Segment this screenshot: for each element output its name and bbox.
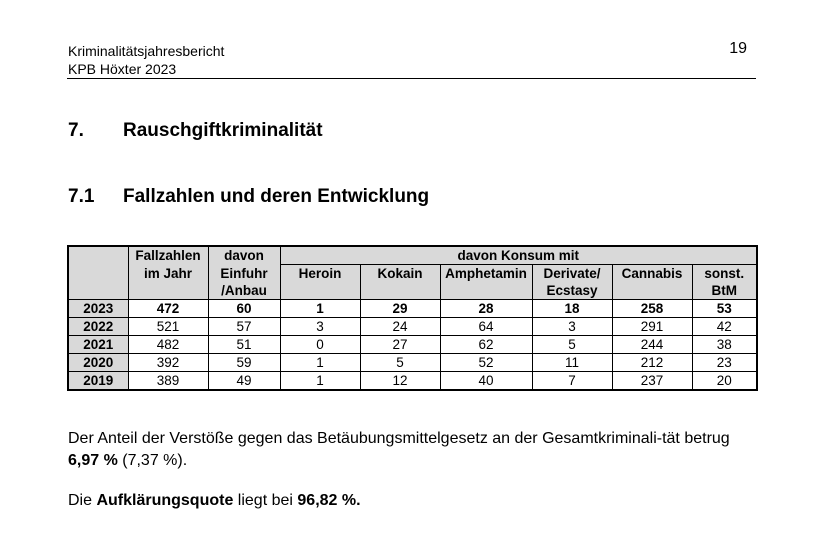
cannabis-cell: 258: [612, 300, 692, 318]
cannabis-cell: 237: [612, 372, 692, 391]
year-cell: 2020: [68, 354, 128, 372]
kokain-cell: 12: [360, 372, 440, 391]
header-einfuhr: /Anbau: [208, 282, 280, 300]
subsection-heading: [68, 186, 429, 208]
cannabis-cell: 212: [612, 354, 692, 372]
share-previous: (7,37 %).: [117, 452, 188, 469]
kokain-cell: 5: [360, 354, 440, 372]
clearance-term: Aufklärungsquote: [96, 492, 234, 509]
fallzahlen-cell: 482: [128, 336, 208, 354]
year-cell: 2023: [68, 300, 128, 318]
heroin-cell: 1: [280, 372, 360, 391]
fallzahlen-cell: 521: [128, 318, 208, 336]
header-corner-cell: [68, 265, 128, 283]
table-row: [68, 336, 757, 354]
table-row: [68, 300, 757, 318]
header-corner-cell: [68, 246, 128, 265]
kokain-cell: 27: [360, 336, 440, 354]
header-divider: [67, 78, 756, 79]
header-fallzahlen: im Jahr: [128, 265, 208, 283]
einfuhr-cell: 59: [208, 354, 280, 372]
header-kokain: [360, 282, 440, 300]
table-header-row: [68, 246, 757, 265]
table-header-row: [68, 265, 757, 283]
share-paragraph: [68, 428, 758, 472]
year-cell: 2019: [68, 372, 128, 391]
kokain-cell: 29: [360, 300, 440, 318]
heroin-cell: 0: [280, 336, 360, 354]
derivate-cell: 3: [532, 318, 612, 336]
clearance-text-a: Die: [68, 492, 97, 509]
subsection-number: 7.1: [68, 186, 95, 207]
amphetamin-cell: 62: [440, 336, 532, 354]
header-corner-cell: [68, 282, 128, 300]
sonst-cell: 42: [692, 318, 757, 336]
kokain-cell: 24: [360, 318, 440, 336]
header-sonst: sonst.: [692, 265, 757, 283]
cannabis-cell: 291: [612, 318, 692, 336]
drug-crime-table: [67, 245, 758, 391]
header-einfuhr: Einfuhr: [208, 265, 280, 283]
header-konsum-group: davon Konsum mit: [280, 246, 757, 265]
clearance-paragraph: [68, 490, 758, 512]
header-heroin: Heroin: [280, 265, 360, 283]
header-sonst: BtM: [692, 282, 757, 300]
section-number: 7.: [68, 120, 84, 141]
header-cannabis: [612, 282, 692, 300]
share-text: Der Anteil der Verstöße gegen das Betäubungsmittelgesetz an der Gesamtkriminali-tät betrug: [68, 430, 730, 447]
heroin-cell: 3: [280, 318, 360, 336]
share-value: 6,97 %: [68, 452, 118, 469]
amphetamin-cell: 40: [440, 372, 532, 391]
derivate-cell: 5: [532, 336, 612, 354]
section-title: Rauschgiftkriminalität: [123, 120, 323, 141]
fallzahlen-cell: 392: [128, 354, 208, 372]
header-kokain: Kokain: [360, 265, 440, 283]
header-derivate: Ecstasy: [532, 282, 612, 300]
sonst-cell: 53: [692, 300, 757, 318]
heroin-cell: 1: [280, 354, 360, 372]
report-title: Kriminalitätsjahresbericht: [68, 43, 225, 59]
table-row: [68, 318, 757, 336]
clearance-text-b: liegt bei: [233, 492, 298, 509]
header-fallzahlen: Fallzahlen: [128, 246, 208, 265]
report-subtitle: KPB Höxter 2023: [68, 61, 177, 77]
amphetamin-cell: 28: [440, 300, 532, 318]
table-header-row: [68, 282, 757, 300]
header-derivate: Derivate/: [532, 265, 612, 283]
table-row: [68, 354, 757, 372]
header-amphetamin: Amphetamin: [440, 265, 532, 283]
sonst-cell: 23: [692, 354, 757, 372]
header-einfuhr: davon: [208, 246, 280, 265]
fallzahlen-cell: 389: [128, 372, 208, 391]
derivate-cell: 18: [532, 300, 612, 318]
heroin-cell: 1: [280, 300, 360, 318]
header-fallzahlen: [128, 282, 208, 300]
year-cell: 2021: [68, 336, 128, 354]
einfuhr-cell: 57: [208, 318, 280, 336]
cannabis-cell: 244: [612, 336, 692, 354]
einfuhr-cell: 60: [208, 300, 280, 318]
header-cannabis: Cannabis: [612, 265, 692, 283]
subsection-title: Fallzahlen und deren Entwicklung: [123, 186, 430, 207]
clearance-value: 96,82 %.: [297, 492, 361, 509]
einfuhr-cell: 49: [208, 372, 280, 391]
page-number: 19: [729, 40, 747, 57]
header-heroin: [280, 282, 360, 300]
derivate-cell: 11: [532, 354, 612, 372]
year-cell: 2022: [68, 318, 128, 336]
sonst-cell: 20: [692, 372, 757, 391]
header-amphetamin: [440, 282, 532, 300]
section-heading: [68, 120, 323, 142]
derivate-cell: 7: [532, 372, 612, 391]
fallzahlen-cell: 472: [128, 300, 208, 318]
einfuhr-cell: 51: [208, 336, 280, 354]
amphetamin-cell: 64: [440, 318, 532, 336]
table-row: [68, 372, 757, 391]
sonst-cell: 38: [692, 336, 757, 354]
amphetamin-cell: 52: [440, 354, 532, 372]
